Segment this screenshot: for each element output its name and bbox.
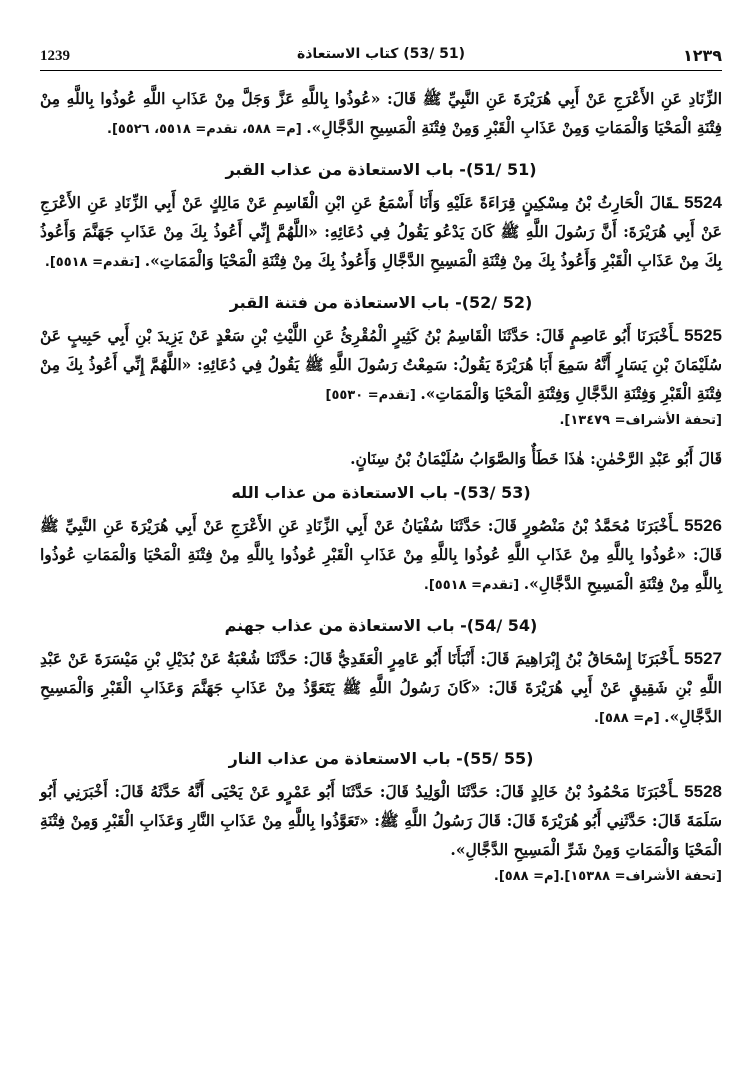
book-page [40, 0, 722, 1074]
cross-reference: [م= ٥٨٨]. [594, 711, 665, 726]
tuhfa-reference: [تحفة الأشراف= ١٣٤٧٩]. [559, 413, 722, 428]
hadith-text: ـأَخْبَرَنَا أَبُو عَاصِمٍ قَالَ: حَدَّثَنَا الْقَاسِمُ بْنُ كَثِيرٍ الْمُقْرِئُ عَنِ اللَّيْثِ بْنِ سَعْدٍ عَنْ يَزِيدَ بْنِ أَبِي حَبِيبٍ عَنْ سُلَيْمَانَ بْنِ يَسَارٍ أَنَّهُ سَمِعَ أَبَا هُرَيْرَةَ يَقُولُ: سَمِعْتُ رَسُولَ اللَّهِ ﷺ يَقُولُ فِي دُعَائِهِ: «اللَّهُمَّ إِنِّي أَعُوذُ بِكَ مِنْ فِتْنَةِ الْقَبْرِ وَفِتْنَةِ الدَّجَّالِ وَفِتْنَةِ الْمَحْيَا وَالْمَمَاتِ». [40, 326, 722, 403]
hadith-number: 5524 [684, 193, 722, 212]
cross-reference: [تقدم= ٥٥٣٠] [325, 388, 421, 403]
hadith-number: 5528 [684, 782, 722, 801]
hadith-number: 5526 [684, 516, 722, 535]
cross-reference: [تقدم= ٥٥١٨]. [44, 255, 145, 270]
hadith-text: ـأَخْبَرَنَا إِسْحَاقُ بْنُ إِبْرَاهِيمَ قَالَ: أَنْبَأَنَا أَبُو عَامِرٍ الْعَقَدِيُّ قَالَ: حَدَّثَنَا شُعْبَةُ عَنْ بُدَيْلِ بْنِ مَيْسَرَةَ عَنْ عَبْدِ اللَّهِ بْنِ شَقِيقٍ عَنْ أَبِي هُرَيْرَةَ قَالَ: «كَانَ رَسُولُ اللَّهِ ﷺ يَتَعَوَّذُ مِنْ عَذَابِ جَهَنَّمَ وَعَذَابِ الْقَبْرِ وَالْمَسِيحِ الدَّجَّالِ». [40, 649, 722, 726]
hadith-5525 [40, 321, 722, 410]
cross-reference: [تقدم= ٥٥١٨]. [423, 578, 524, 593]
page-header [40, 42, 722, 72]
tuhfa-reference: [تحفة الأشراف= ١٥٣٨٨].[م= ٥٨٨]. [493, 869, 722, 884]
comment-text: قَالَ أَبُو عَبْدِ الرَّحْمٰنِ: هٰذَا خَطَأٌ وَالصَّوَابُ سُلَيْمَانُ بْنُ سِنَانٍ. [350, 449, 722, 468]
hadith-5528 [40, 777, 722, 866]
hadith-text: الزِّنَادِ عَنِ الأَعْرَجِ عَنْ أَبِي هُرَيْرَةَ عَنِ النَّبِيِّ ﷺ قَالَ: «عُوذُوا بِاللَّهِ عَزَّ وَجَلَّ مِنْ عَذَابِ اللَّهِ عُوذُوا بِاللَّهِ مِنْ فِتْنَةِ الْمَحْيَا وَالْمَمَاتِ وَمِنْ عَذَابِ الْقَبْرِ وَمِنْ فِتْنَةِ الْمَسِيحِ الدَّجَّالِ». [40, 89, 722, 137]
hadith-5527 [40, 644, 722, 733]
cross-reference: [م= ٥٨٨، تقدم= ٥٥١٨، ٥٥٢٦]. [107, 122, 307, 137]
hadith-text: ـقَالَ الْحَارِثُ بْنُ مِسْكِينٍ قِرَاءَةً عَلَيْهِ وَأَنَا أَسْمَعُ عَنِ ابْنِ الْقَاسِمِ عَنْ مَالِكٍ عَنْ أَبِي الزِّنَادِ عَنِ الأَعْرَجِ عَنْ أَبِي هُرَيْرَةَ: أَنَّ رَسُولَ اللَّهِ ﷺ كَانَ يَدْعُو يَقُولُ فِي دُعَائِهِ: «اللَّهُمَّ إِنِّي أَعُوذُ بِكَ مِنْ عَذَابِ جَهَنَّمَ وَأَعُوذُ بِكَ مِنْ عَذَابِ الْقَبْرِ وَأَعُوذُ بِكَ مِنْ فِتْنَةِ الْمَسِيحِ الدَّجَّالِ وَأَعُوذُ بِكَ مِنْ فِتْنَةِ الْمَحْيَا وَالْمَمَاتِ». [40, 193, 722, 270]
chapter-heading: (55 /55)- باب الاستعاذة من عذاب النار [228, 749, 534, 768]
page-number-latin: 1239 [40, 48, 70, 64]
hadith-number: 5527 [684, 649, 722, 668]
hadith-text: ـأَخْبَرَنَا مُحَمَّدُ بْنُ مَنْصُورٍ قَالَ: حَدَّثَنَا سُفْيَانُ عَنْ أَبِي الزِّنَادِ عَنِ الأَعْرَجِ عَنْ أَبِي هُرَيْرَةَ عَنِ النَّبِيِّ ﷺ قَالَ: «عُوذُوا بِاللَّهِ مِنْ عَذَابِ اللَّهِ عُوذُوا بِاللَّهِ مِنْ عَذَابِ الْقَبْرِ عُوذُوا بِاللَّهِ مِنْ فِتْنَةِ الْمَحْيَا وَالْمَمَاتِ عُوذُوا بِاللَّهِ مِنْ فِتْنَةِ الْمَسِيحِ الدَّجَّالِ». [40, 516, 722, 593]
header-rule [40, 70, 722, 71]
chapter-heading: (51 /51)- باب الاستعاذة من عذاب القبر [225, 160, 537, 179]
page-body [40, 84, 722, 888]
hadith-number: 5525 [684, 326, 722, 345]
hadith-text: ـأَخْبَرَنَا مَحْمُودُ بْنُ خَالِدٍ قَالَ: حَدَّثَنَا الْوَلِيدُ قَالَ: حَدَّثَنَا أَبُو عَمْرٍو عَنْ يَحْيَى أَنَّهُ حَدَّثَهُ قَالَ: أَخْبَرَنِي أَبُو سَلَمَةَ قَالَ: حَدَّثَنِي أَبُو هُرَيْرَةَ قَالَ: قَالَ رَسُولُ اللَّهِ ﷺ: «تَعَوَّذُوا بِاللَّهِ مِنْ عَذَابِ النَّارِ وَعَذَابِ الْقَبْرِ وَمِنْ فِتْنَةِ الْمَحْيَا وَالْمَمَاتِ وَمِنْ شَرِّ الْمَسِيحِ الدَّجَّالِ». [40, 782, 722, 859]
author-comment [40, 444, 722, 475]
hadith-continuation [40, 84, 722, 144]
chapter-heading: (52 /52)- باب الاستعاذة من فتنة القبر [229, 293, 533, 312]
hadith-5524 [40, 188, 722, 277]
running-title: (51 /53) كتاب الاستعاذة [296, 46, 466, 62]
chapter-heading: (54 /54)- باب الاستعاذة من عذاب جهنم [224, 616, 538, 635]
chapter-heading: (53 /53)- باب الاستعاذة من عذاب الله [231, 483, 531, 502]
hadith-5526 [40, 511, 722, 600]
page-number-arabic: ١٢٣٩ [682, 46, 722, 65]
